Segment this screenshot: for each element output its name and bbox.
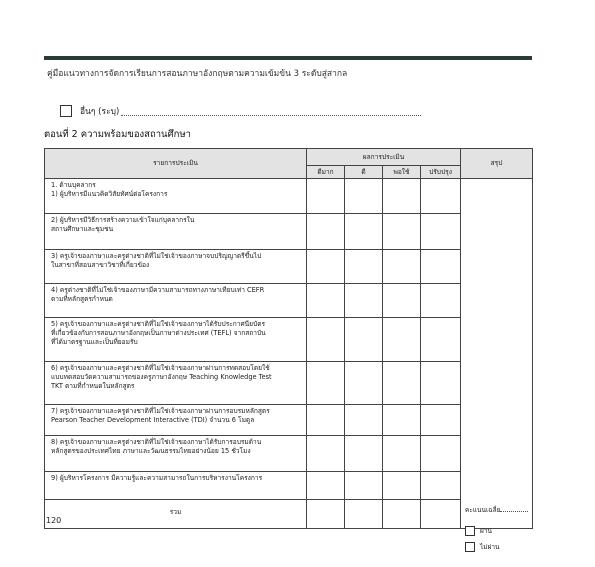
item-text: 7) ครูเจ้าของภาษาและครูต่างชาติที่ไม่ใช่เจ้าของภาษาผ่านการอบรมหลักสูตร [51,407,270,415]
rating-cell[interactable] [307,250,345,284]
rating-cell[interactable] [307,436,345,472]
rating-cell[interactable] [345,472,383,500]
rating-cell[interactable] [421,179,461,214]
rating-cell[interactable] [345,318,383,362]
item-cell [45,472,307,500]
rating-cell[interactable] [307,362,345,405]
item-text: ที่ได้มาตรฐานและเป็นที่ยอมรับ [51,337,138,346]
rating-cell[interactable] [307,405,345,436]
pass-option [465,526,492,536]
section-title: ตอนที่ 2 ความพร้อมของสถานศึกษา [44,129,191,140]
level-header-very-good: ดีมาก [307,166,345,179]
items-header: รายการประเมิน [45,149,307,179]
table-row [45,362,533,405]
other-option-label: อื่นๆ (ระบุ) [80,107,120,117]
result-group-header: ผลการประเมิน [307,149,461,166]
average-score-label: คะแนนเฉลี่ย [465,506,501,514]
rating-cell[interactable] [307,472,345,500]
rating-cell[interactable] [421,214,461,250]
item-text: 4) ครูต่างชาติที่ไม่ใช่เจ้าของภาษามีความสามารถทางภาษาเทียบเท่า CEFR [51,286,265,294]
table-row [45,214,533,250]
table-row [45,472,533,500]
item-text: TKT ตามที่กำหนดในหลักสูตร [51,381,135,390]
rating-cell[interactable] [307,214,345,250]
item-text: ตามที่หลักสูตรกำหนด [51,294,113,303]
rating-cell[interactable] [345,250,383,284]
rating-cell[interactable] [307,179,345,214]
table-row [45,284,533,318]
item-text: แบบทดสอบวัดความสามารถของครูภาษาอังกฤษ Teaching Knowledge Test [51,372,272,381]
table-row [45,318,533,362]
level-header-improve: ปรับปรุง [421,166,461,179]
item-cell [45,318,307,362]
item-cell [45,179,307,214]
average-score-row [465,505,528,515]
rating-cell[interactable] [383,284,421,318]
total-cell[interactable] [307,500,345,529]
rating-cell[interactable] [345,179,383,214]
pass-checkbox[interactable] [465,526,475,536]
item-text: 2) ผู้บริหารมีวิธีการสร้างความเข้าใจแก่บุคลากรใน [51,216,195,224]
header-rule [44,56,532,60]
rating-cell[interactable] [345,284,383,318]
rating-cell[interactable] [421,250,461,284]
item-text: หลักสูตรของประเทศไทย ภาษาและวัฒนธรรมไทยอย่างน้อย 15 ชั่วโมง [51,446,251,455]
table-row [45,436,533,472]
rating-cell[interactable] [421,284,461,318]
item-cell [45,250,307,284]
item-text: 1. ด้านบุคลากร [51,181,96,189]
rating-cell[interactable] [383,318,421,362]
item-text: Pearson Teacher Development Interactive (TDI) จำนวน 6 โมดูล [51,415,255,424]
item-text: 9) ผู้บริหารโครงการ มีความรู้และความสามารถในการบริหารงานโครงการ [51,474,263,482]
rating-cell[interactable] [383,405,421,436]
other-option-fill-line [121,107,421,116]
pass-label: ผ่าน [480,526,492,535]
summary-cell [461,179,533,551]
level-header-good: ดี [345,166,383,179]
total-cell[interactable] [421,500,461,529]
rating-cell[interactable] [383,214,421,250]
item-cell [45,405,307,436]
item-cell [45,362,307,405]
item-text: สถานศึกษาและชุมชน [51,224,114,233]
rating-cell[interactable] [383,436,421,472]
average-score-fill-line[interactable] [500,505,528,512]
rating-cell[interactable] [421,472,461,500]
rating-cell[interactable] [383,362,421,405]
item-cell [45,436,307,472]
fail-checkbox[interactable] [465,542,475,552]
table-row [45,405,533,436]
table-row [45,250,533,284]
rating-cell[interactable] [421,405,461,436]
rating-cell[interactable] [383,179,421,214]
item-text: 8) ครูเจ้าของภาษาและครูต่างชาติที่ไม่ใช่เจ้าของภาษาได้รับการอบรมด้าน [51,438,262,446]
other-option-checkbox[interactable] [60,105,72,117]
total-label: รวม [45,500,307,529]
table-row [45,179,533,214]
total-cell[interactable] [383,500,421,529]
rating-cell[interactable] [383,472,421,500]
total-cell[interactable] [345,500,383,529]
rating-cell[interactable] [421,362,461,405]
rating-cell[interactable] [421,318,461,362]
item-cell [45,284,307,318]
fail-option [465,542,499,552]
rating-cell[interactable] [345,405,383,436]
rating-cell[interactable] [345,214,383,250]
item-text: 5) ครูเจ้าของภาษาและครูต่างชาติที่ไม่ใช่เจ้าของภาษาได้รับประกาศนียบัตร [51,320,266,328]
other-option-row [60,104,421,118]
rating-cell[interactable] [383,250,421,284]
total-row [45,500,533,529]
item-text: 3) ครูเจ้าของภาษาและครูต่างชาติที่ไม่ใช่เจ้าของภาษาจบปริญญาตรีขึ้นไป [51,252,262,260]
rating-cell[interactable] [421,436,461,472]
rating-cell[interactable] [345,436,383,472]
running-header: คู่มือแนวทางการจัดการเรียนการสอนภาษาอังกฤษตามความเข้มข้น 3 ระดับสู่สากล [47,69,348,79]
item-text: ในสาขาที่สอนสาขาวิชาที่เกี่ยวข้อง [51,260,150,269]
page-number: 120 [46,516,62,525]
rating-cell[interactable] [307,318,345,362]
rating-cell[interactable] [307,284,345,318]
evaluation-table [44,148,533,551]
level-header-fair: พอใช้ [383,166,421,179]
item-text: ที่เกี่ยวข้องกับการสอนภาษาอังกฤษเป็นภาษาต่างประเทศ (TEFL) จากสถาบัน [51,328,266,337]
item-text: 6) ครูเจ้าของภาษาและครูต่างชาติที่ไม่ใช่เจ้าของภาษาผ่านการทดสอบโดยใช้ [51,364,270,372]
item-text: 1) ผู้บริหารมีแนวคิดวิสัยทัศน์ต่อโครงการ [51,189,168,198]
item-cell [45,214,307,250]
fail-label: ไม่ผ่าน [480,542,500,551]
summary-header: สรุป [461,149,533,179]
rating-cell[interactable] [345,362,383,405]
